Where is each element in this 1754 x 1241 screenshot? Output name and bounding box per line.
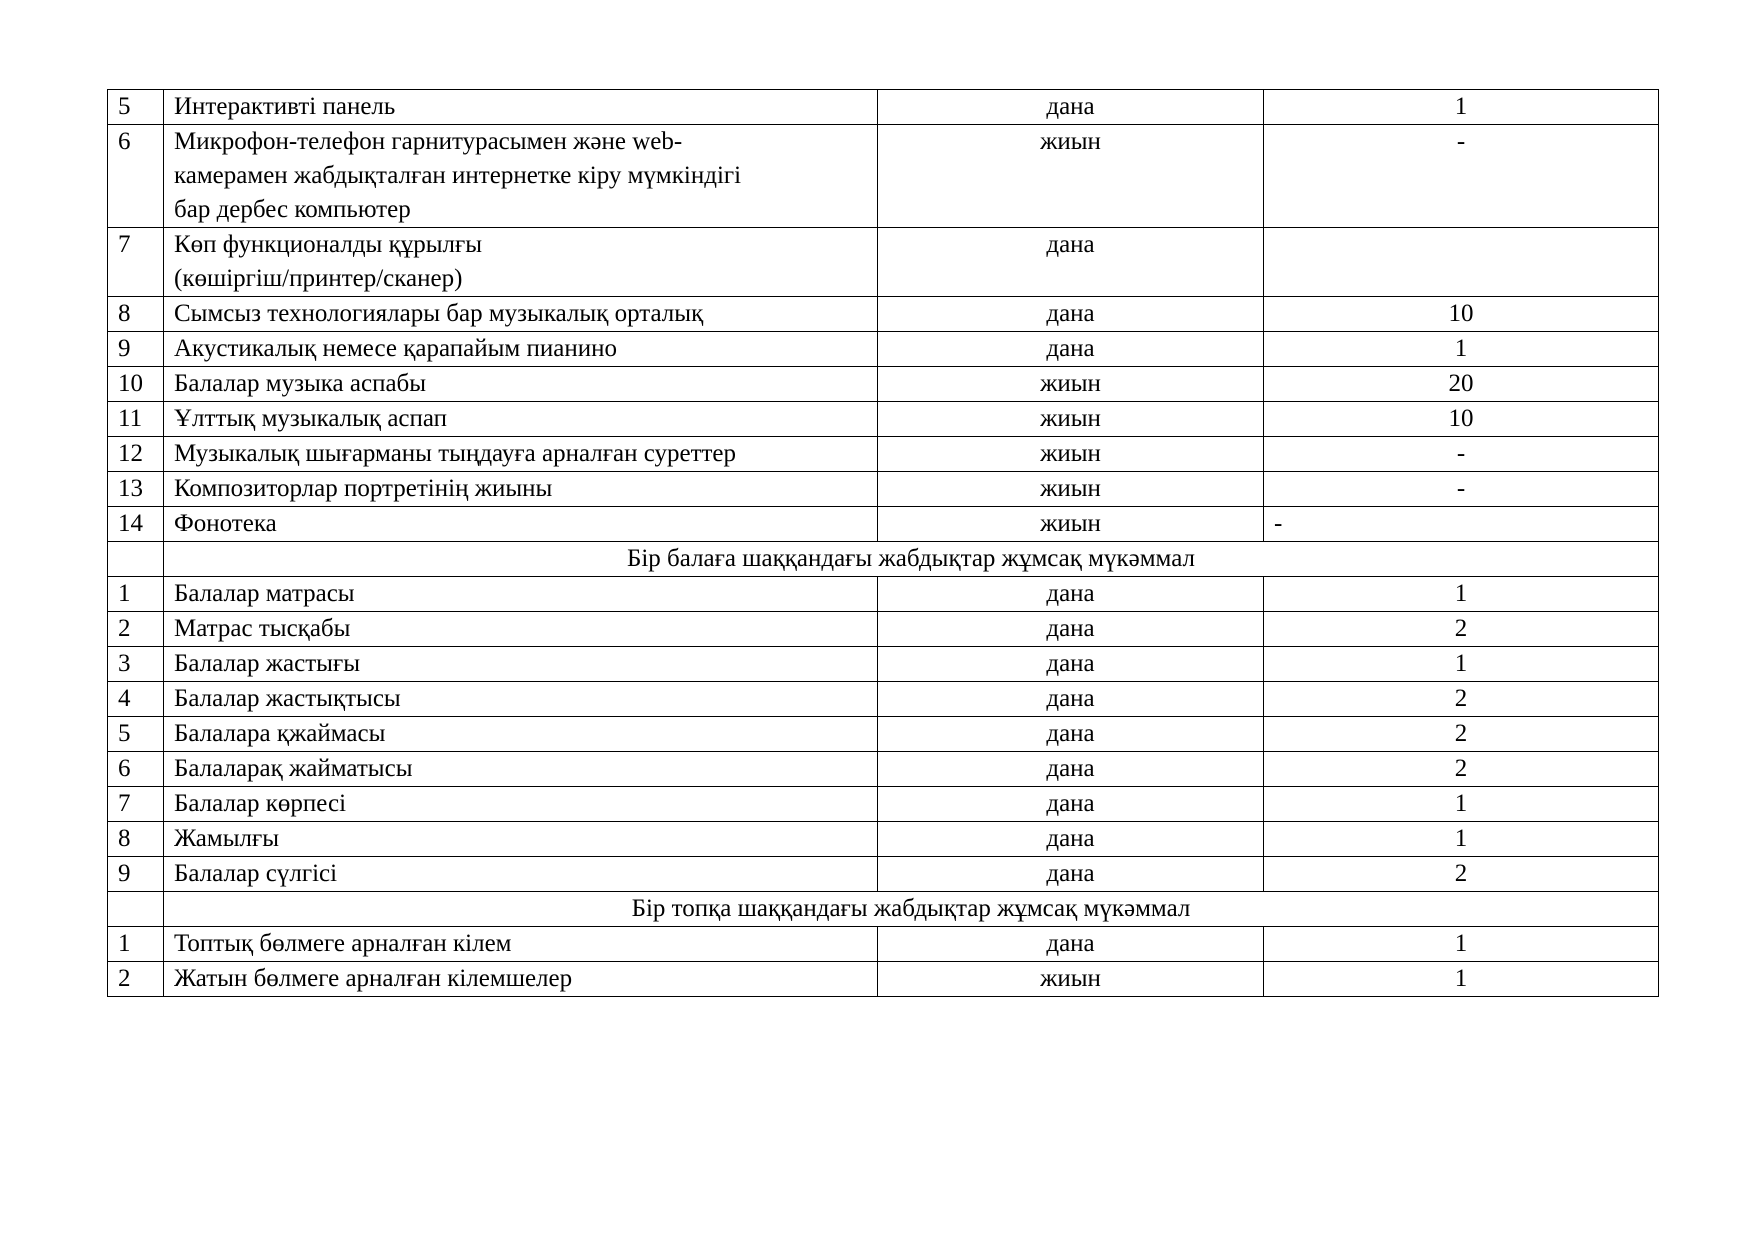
row-number: 11 xyxy=(108,402,164,437)
item-name: Жатын бөлмеге арналған кілемшелер xyxy=(164,962,878,997)
item-quantity: 1 xyxy=(1264,90,1659,125)
item-name: Балалар жастықтысы xyxy=(164,682,878,717)
item-name: Фонотека xyxy=(164,507,878,542)
item-quantity: 1 xyxy=(1264,577,1659,612)
table-row xyxy=(108,787,1659,822)
item-name: Матрас тысқабы xyxy=(164,612,878,647)
section-header-row xyxy=(108,542,1659,577)
item-quantity: 1 xyxy=(1264,822,1659,857)
item-name: Балалар матрасы xyxy=(164,577,878,612)
item-quantity: 10 xyxy=(1264,297,1659,332)
row-number: 5 xyxy=(108,717,164,752)
item-quantity: - xyxy=(1264,507,1659,542)
table-row xyxy=(108,857,1659,892)
item-name: Композиторлар портретінің жиыны xyxy=(164,472,878,507)
item-unit: дана xyxy=(878,577,1264,612)
item-name: Жамылғы xyxy=(164,822,878,857)
item-quantity: 1 xyxy=(1264,332,1659,367)
row-number: 12 xyxy=(108,437,164,472)
row-number: 3 xyxy=(108,647,164,682)
item-unit: жиын xyxy=(878,437,1264,472)
table-row xyxy=(108,647,1659,682)
item-unit: дана xyxy=(878,822,1264,857)
item-quantity: 1 xyxy=(1264,962,1659,997)
item-unit: дана xyxy=(878,647,1264,682)
item-name: Балалар көрпесі xyxy=(164,787,878,822)
section-empty-cell xyxy=(108,892,164,927)
item-quantity: 20 xyxy=(1264,367,1659,402)
item-quantity xyxy=(1264,228,1659,297)
item-unit: дана xyxy=(878,90,1264,125)
section-header-row xyxy=(108,892,1659,927)
table-row xyxy=(108,822,1659,857)
item-unit: дана xyxy=(878,612,1264,647)
row-number: 7 xyxy=(108,228,164,297)
table-row xyxy=(108,577,1659,612)
item-name: Балалар музыка аспабы xyxy=(164,367,878,402)
row-number: 2 xyxy=(108,612,164,647)
table-row xyxy=(108,927,1659,962)
item-unit: дана xyxy=(878,857,1264,892)
item-name: Көп функционалды құрылғы (көшіргіш/принтер/сканер) xyxy=(164,228,878,297)
table-row xyxy=(108,90,1659,125)
row-number: 5 xyxy=(108,90,164,125)
section-title: Бір балаға шаққандағы жабдықтар жұмсақ мүкәммал xyxy=(164,542,1659,577)
equipment-table xyxy=(107,89,1659,997)
item-quantity: 2 xyxy=(1264,612,1659,647)
item-unit: дана xyxy=(878,717,1264,752)
table-row xyxy=(108,717,1659,752)
item-quantity: 2 xyxy=(1264,857,1659,892)
item-quantity: 2 xyxy=(1264,717,1659,752)
item-name: Акустикалық немесе қарапайым пианино xyxy=(164,332,878,367)
item-quantity: - xyxy=(1264,125,1659,228)
item-name: Музыкалық шығарманы тыңдауға арналған суреттер xyxy=(164,437,878,472)
item-quantity: - xyxy=(1264,437,1659,472)
table-row xyxy=(108,125,1659,228)
item-unit: дана xyxy=(878,927,1264,962)
item-unit: жиын xyxy=(878,125,1264,228)
row-number: 9 xyxy=(108,332,164,367)
table-row xyxy=(108,332,1659,367)
item-name: Топтық бөлмеге арналған кілем xyxy=(164,927,878,962)
section-empty-cell xyxy=(108,542,164,577)
item-name: Интерактивті панель xyxy=(164,90,878,125)
item-name: Микрофон-телефон гарнитурасымен және web- камерамен жабдықталған интернетке кіру мүмкіндігі бар дербес компьютер xyxy=(164,125,878,228)
item-quantity: 2 xyxy=(1264,752,1659,787)
table-row xyxy=(108,297,1659,332)
item-unit: дана xyxy=(878,752,1264,787)
row-number: 4 xyxy=(108,682,164,717)
item-unit: дана xyxy=(878,787,1264,822)
row-number: 8 xyxy=(108,822,164,857)
section-title: Бір топқа шаққандағы жабдықтар жұмсақ мүкәммал xyxy=(164,892,1659,927)
row-number: 8 xyxy=(108,297,164,332)
item-name: Балалар сүлгісі xyxy=(164,857,878,892)
item-unit: жиын xyxy=(878,507,1264,542)
row-number: 9 xyxy=(108,857,164,892)
item-unit: жиын xyxy=(878,367,1264,402)
item-name: Балалара қжаймасы xyxy=(164,717,878,752)
row-number: 14 xyxy=(108,507,164,542)
item-unit: жиын xyxy=(878,402,1264,437)
row-number: 1 xyxy=(108,577,164,612)
item-unit: дана xyxy=(878,228,1264,297)
item-quantity: 1 xyxy=(1264,647,1659,682)
row-number: 7 xyxy=(108,787,164,822)
row-number: 6 xyxy=(108,752,164,787)
item-name: Балаларақ жайматысы xyxy=(164,752,878,787)
item-name: Сымсыз технологиялары бар музыкалық орталық xyxy=(164,297,878,332)
item-quantity: 10 xyxy=(1264,402,1659,437)
table-row xyxy=(108,682,1659,717)
item-quantity: - xyxy=(1264,472,1659,507)
item-unit: дана xyxy=(878,332,1264,367)
table-row xyxy=(108,228,1659,297)
table-row xyxy=(108,507,1659,542)
item-name: Ұлттық музыкалық аспап xyxy=(164,402,878,437)
table-row xyxy=(108,367,1659,402)
item-quantity: 1 xyxy=(1264,787,1659,822)
row-number: 13 xyxy=(108,472,164,507)
table-row xyxy=(108,437,1659,472)
item-unit: дана xyxy=(878,682,1264,717)
table-row xyxy=(108,612,1659,647)
row-number: 10 xyxy=(108,367,164,402)
item-quantity: 2 xyxy=(1264,682,1659,717)
row-number: 6 xyxy=(108,125,164,228)
table-row xyxy=(108,472,1659,507)
item-quantity: 1 xyxy=(1264,927,1659,962)
table-row xyxy=(108,962,1659,997)
item-unit: жиын xyxy=(878,472,1264,507)
item-unit: дана xyxy=(878,297,1264,332)
item-name: Балалар жастығы xyxy=(164,647,878,682)
row-number: 2 xyxy=(108,962,164,997)
item-unit: жиын xyxy=(878,962,1264,997)
table-row xyxy=(108,752,1659,787)
row-number: 1 xyxy=(108,927,164,962)
table-row xyxy=(108,402,1659,437)
